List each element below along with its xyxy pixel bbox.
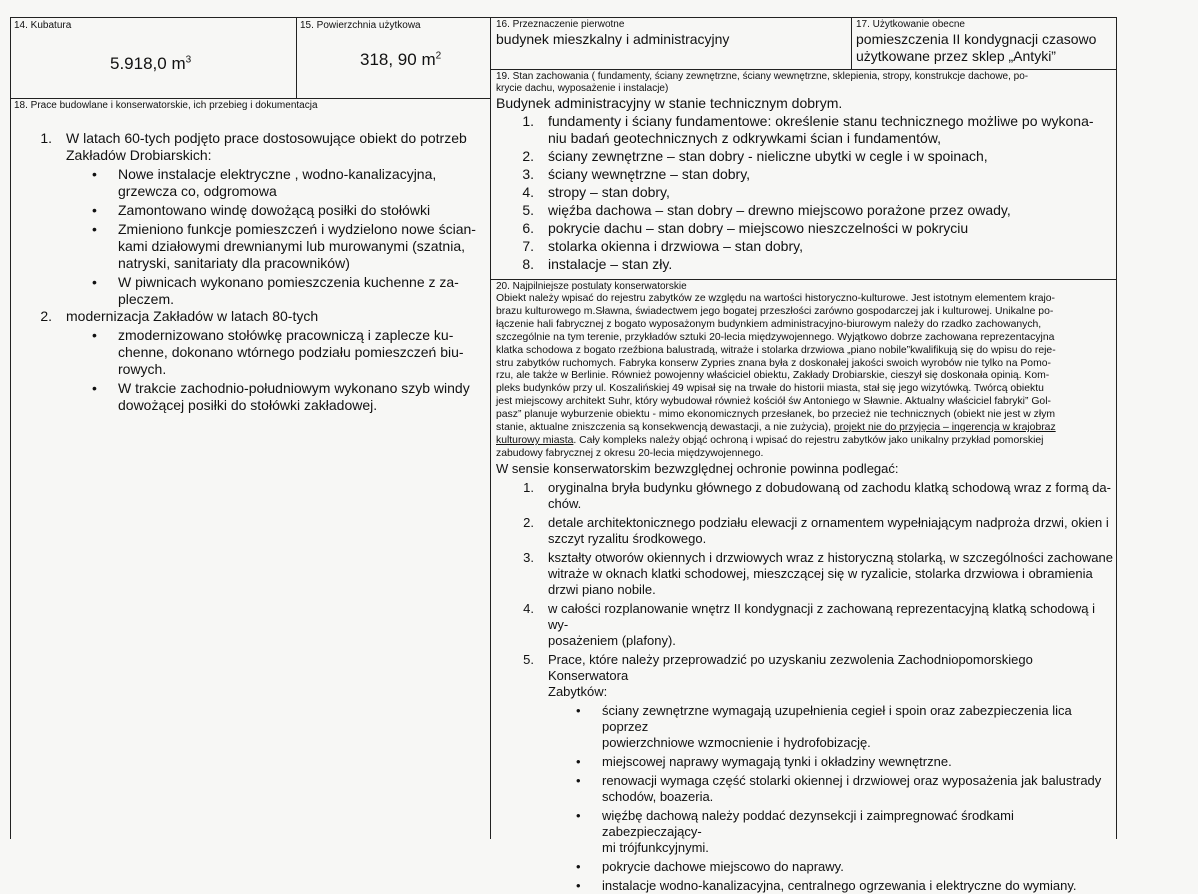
item-number: 1. <box>522 113 534 129</box>
para-line <box>496 422 1114 435</box>
field-16-przeznaczenie <box>496 19 848 69</box>
field-20-item <box>496 515 1114 547</box>
field-20-bullet <box>496 878 1114 894</box>
bullet-dot: • <box>92 166 97 182</box>
field-14-kubatura <box>14 20 294 96</box>
rule-row1 <box>10 98 490 99</box>
bullet-line: rowych. <box>118 361 167 377</box>
bullet-dot: • <box>576 807 581 823</box>
field-20-bullet <box>496 754 1114 770</box>
field-20-bullet <box>496 859 1114 875</box>
rule-19-top <box>491 69 1116 70</box>
bullet-dot: • <box>92 380 97 396</box>
field-14-value <box>110 54 191 74</box>
bullet-line: zmodernizowano stołówkę pracowniczą i zaplecze ku- <box>118 327 454 343</box>
para-underlined: projekt nie do przyjęcia – ingerencja w krajobraz <box>833 422 1056 434</box>
field-19-label-2: krycie dachu, wyposażenie i instalacje) <box>496 83 669 94</box>
bullet-dot: • <box>576 877 581 893</box>
bullet-line: W piwnicach wykonano pomieszczenia kuchenne z za- <box>118 274 459 290</box>
item-line: ściany wewnętrzne – stan dobry, <box>548 166 751 182</box>
field-20-label: 20. Najpilniejsze postulaty konserwatorskie <box>496 281 687 292</box>
field-15-value-text: 318, 90 m <box>360 50 436 69</box>
item-number: 1. <box>523 479 534 495</box>
field-18-bullet <box>14 327 488 378</box>
para-text: stanie, aktualne zniszczenia są konsekwencją dewastacji, a nie zużycia), <box>496 422 834 434</box>
item-line: posażeniem (plafony). <box>548 632 676 648</box>
bullet-line: Nowe instalacje elektryczne , wodno-kanalizacyjna, <box>118 166 437 182</box>
field-18-list <box>14 130 488 414</box>
para-line: łączenie hali fabrycznej z bogato wyposażonym budynkiem administracyjno-biurowym należy do rzadko zachowanych, <box>496 318 1042 330</box>
field-16-value: budynek mieszkalny i administracyjny <box>496 31 730 47</box>
field-15-value-sup: 2 <box>435 50 442 62</box>
rule-20-top <box>491 279 1116 280</box>
field-19-label-1: 19. Stan zachowania ( fundamenty, ściany zewnętrzne, ściany wewnętrzne, sklepienia, stropy, konstrukcje dachowe, po- <box>496 71 1029 82</box>
para-line: Obiekt należy wpisać do rejestru zabytków ze względu na wartości historyczno-kulturowe. Jest istotnym elementem krajo- <box>496 293 1056 304</box>
item-line: ściany zewnętrzne – stan dobry - nieliczne ubytki w cegle i w spoinach, <box>548 148 988 164</box>
field-17-uzytkowanie <box>856 19 1114 69</box>
item-line: witraże w oknach klatki schodowej, mieszczącej się w ryzalicie, stolarka drzwiowa i obramienia <box>548 565 1093 581</box>
field-15-powierzchnia <box>300 20 488 96</box>
item-line: fundamenty i ściany fundamentowe: określenie stanu technicznego możliwe po wykona- <box>548 113 1094 129</box>
item-number: 7. <box>522 238 534 254</box>
field-18-bullet <box>14 221 488 272</box>
field-18-bullet <box>14 380 488 414</box>
field-18-item <box>14 308 488 325</box>
field-17-value-1: pomieszczenia II kondygnacji czasowo <box>856 31 1097 47</box>
bullet-dot: • <box>92 274 97 290</box>
para-line: pleks budynków przy ul. Koszalińskiej 49 wpisał się na trwałe do historii miasta, stał się jego wizytówką. Twórcą obiektu <box>496 383 1044 395</box>
field-18-bullet <box>14 202 488 219</box>
bullet-line: chenne, dokonano wtórnego podziału pomieszczeń biu- <box>118 344 464 360</box>
bullet-dot: • <box>92 327 97 343</box>
field-18-prace <box>14 100 488 420</box>
rule-left <box>10 17 11 839</box>
field-17-label: 17. Użytkowanie obecne <box>856 19 965 30</box>
bullet-dot: • <box>92 221 97 237</box>
field-20-bullet <box>496 773 1114 805</box>
para-line: zabudowy fabrycznej z okresu 20-lecia międzywojennego. <box>496 447 764 459</box>
bullet-line: ściany zewnętrzne wymagają uzupełnienia cegieł i spoin oraz zabezpieczenia lica poprzez <box>602 702 1072 734</box>
item-number: 3. <box>523 549 534 565</box>
field-20-bullet <box>496 703 1114 751</box>
para-line <box>496 435 1114 448</box>
item-number: 2. <box>523 514 534 530</box>
field-15-value <box>360 50 441 70</box>
item-line: kształty otworów okiennych i drzwiowych wraz z historyczną stolarką, w szczególności zachowane <box>548 549 1113 565</box>
rule-right <box>1116 17 1117 839</box>
bullet-dot: • <box>576 772 581 788</box>
bullet-dot: • <box>576 702 581 718</box>
rule-mid <box>490 17 491 839</box>
item-line: drzwi piano nobile. <box>548 581 656 597</box>
field-20-item <box>496 601 1114 649</box>
item-number: 8. <box>522 256 534 272</box>
para-line: szczególnie na tym terenie, przykładów sztuki 20-lecia międzywojennego. Wyjątkowo dobrze zachowana reprezentacyjna <box>496 331 1055 343</box>
field-20-item <box>496 550 1114 598</box>
field-19-item <box>496 148 1114 165</box>
bullet-line: natryski, sanitariaty dla pracowników) <box>118 255 350 271</box>
field-20-item <box>496 652 1114 700</box>
para-line: brazu kulturowego m.Sławna, świadectwem jego bogatej przeszłości zarówno gospodarczej jak i kulturowej. Unikalne po- <box>496 305 1054 317</box>
field-19-item <box>496 202 1114 219</box>
field-19-item <box>496 220 1114 237</box>
item-line: modernizacja Zakładów w latach 80-tych <box>66 308 319 324</box>
field-14-value-text: 5.918,0 m <box>110 54 186 73</box>
item-line: w całości rozplanowanie wnętrz II kondygnacji z zachowaną reprezentacyjną klatką schodową i wy- <box>548 600 1096 632</box>
bullet-line: pokrycie dachowe miejscowo do naprawy. <box>602 858 844 874</box>
field-20-paragraph <box>496 293 1114 461</box>
field-19-list <box>496 113 1114 273</box>
bullet-line: renowacji wymaga część stolarki okiennej i drzwiowej oraz wyposażenia jak balustrady <box>602 772 1102 788</box>
item-number: 6. <box>522 220 534 236</box>
bullet-line: mi trójfunkcyjnymi. <box>602 839 709 855</box>
bullet-line: pleczem. <box>118 291 175 307</box>
item-line: chów. <box>548 495 582 511</box>
item-number: 3. <box>522 166 534 182</box>
field-19-item <box>496 113 1114 147</box>
field-20-postulaty <box>496 281 1114 893</box>
item-number: 4. <box>523 600 534 616</box>
bullet-line: schodów, boazeria. <box>602 788 714 804</box>
field-19-item <box>496 256 1114 273</box>
bullet-line: dowożącej posiłki do stołówki zakładowej. <box>118 397 378 413</box>
field-14-value-sup: 3 <box>185 54 192 66</box>
field-20-bullet <box>496 808 1114 856</box>
item-line: Zakładów Drobiarskich: <box>66 147 212 163</box>
field-17-value-2: użytkowane przez sklep „Antyki” <box>856 48 1056 64</box>
field-15-label: 15. Powierzchnia użytkowa <box>300 20 421 31</box>
item-line: W latach 60-tych podjęto prace dostosowujące obiekt do potrzeb <box>66 130 467 146</box>
item-line: stropy – stan dobry, <box>548 184 670 200</box>
bullet-dot: • <box>576 753 581 769</box>
para-line: stru zabytków ruchomych. Fabryka konserw Zypries znana była z doskonałej jakości swoich wyrobów nie tylko na Pomo- <box>496 357 1051 369</box>
para-line: klatka schodowa z bogato rzeźbiona balustradą, witraże i stolarka drzwiowa „piano nobile”kwalifikują się do wpisu do reje- <box>496 344 1056 356</box>
field-18-label: 18. Prace budowlane i konserwatorskie, ich przebieg i dokumentacja <box>14 100 318 111</box>
bullet-line: powierzchniowe wzmocnienie i hydrofobizację. <box>602 734 871 750</box>
item-number: 2. <box>40 308 52 324</box>
item-number: 2. <box>522 148 534 164</box>
bullet-line: W trakcie zachodnio-południowym wykonano szyb windy <box>118 380 470 396</box>
field-14-label: 14. Kubatura <box>14 20 72 31</box>
bullet-line: Zamontowano windę dowożącą posiłki do stołówki <box>118 202 431 218</box>
field-18-item <box>14 130 488 164</box>
field-19-intro: Budynek administracyjny w stanie technicznym dobrym. <box>496 95 843 111</box>
item-line: oryginalna bryła budynku głównego z dobudowaną od zachodu klatką schodową wraz z formą da- <box>548 479 1111 495</box>
field-19-item <box>496 238 1114 255</box>
bullet-line: więźbę dachową należy poddać dezynsekcji i zaimpregnować środkami zabezpieczający- <box>602 807 1014 839</box>
item-line: więźba dachowa – stan dobry – drewno miejscowo porażone przez owady, <box>548 202 1011 218</box>
item-number: 5. <box>522 202 534 218</box>
para-line: jest miejscowy architekt Suhr, który wybudował również kościół św Antoniego w Sławnie. Aktualny właściciel fabryki” Gol- <box>496 396 1051 408</box>
item-line: stolarka okienna i drzwiowa – stan dobry, <box>548 238 803 254</box>
item-line: niu badań geotechnicznych z odkrywkami ścian i fundamentów, <box>548 130 941 146</box>
field-18-bullet <box>14 274 488 308</box>
rule-16-17 <box>851 17 852 70</box>
field-20-item <box>496 480 1114 512</box>
item-number: 4. <box>522 184 534 200</box>
bullet-dot: • <box>92 202 97 218</box>
field-19-item <box>496 166 1114 183</box>
field-20-bullets <box>496 703 1114 894</box>
item-number: 5. <box>523 651 534 667</box>
item-line: instalacje – stan zły. <box>548 256 673 272</box>
bullet-line: grzewcza co, odgromowa <box>118 183 277 199</box>
field-16-label: 16. Przeznaczenie pierwotne <box>496 19 625 30</box>
field-20-list <box>496 480 1114 700</box>
item-line: Zabytków: <box>548 683 608 699</box>
field-20-intro: W sensie konserwatorskim bezwzględnej ochronie powinna podlegać: <box>496 460 899 476</box>
item-line: Prace, które należy przeprowadzić po uzyskaniu zezwolenia Zachodniopomorskiego Konserwatora <box>548 651 1033 683</box>
rule-top <box>10 17 1116 18</box>
para-underlined: kulturowy miasta <box>496 434 574 446</box>
rule-14-15 <box>296 17 297 99</box>
field-19-stan <box>496 71 1114 278</box>
bullet-line: miejscowej naprawy wymagają tynki i okładziny wewnętrzne. <box>602 753 952 769</box>
bullet-line: instalacje wodno-kanalizacyjna, centralnego ogrzewania i elektryczne do wymiany. <box>602 877 1077 893</box>
bullet-line: Zmieniono funkcje pomieszczeń i wydzielono nowe ścian- <box>118 221 476 237</box>
bullet-dot: • <box>576 858 581 874</box>
item-line: detale architektonicznego podziału elewacji z ornamentem wypełniającym nadproża drzwi, okien i <box>548 514 1109 530</box>
para-line: pasz” planuje wyburzenie obiektu - mimo ekonomicznych przesłanek, bo przecież nie technicznych (obiekt nie jest w złym <box>496 409 1056 421</box>
field-18-bullet <box>14 166 488 200</box>
bullet-line: kami działowymi drewnianymi lub murowanymi (szatnia, <box>118 238 465 254</box>
para-line: rzu, ale także w Berlinie. Również powojenny właściciel obiektu, Zakłady Drobiarskie, cieszył się doskonała opinią. Kom- <box>496 370 1050 382</box>
item-line: szczyt ryzalitu środkowego. <box>548 530 707 546</box>
para-text: . Cały kompleks należy objąć ochroną i wpisać do rejestru zabytków jako unikalny przykład pomorskiej <box>573 434 1044 446</box>
field-19-item <box>496 184 1114 201</box>
item-number: 1. <box>40 130 52 146</box>
item-line: pokrycie dachu – stan dobry – miejscowo nieszczelności w pokryciu <box>548 220 969 236</box>
